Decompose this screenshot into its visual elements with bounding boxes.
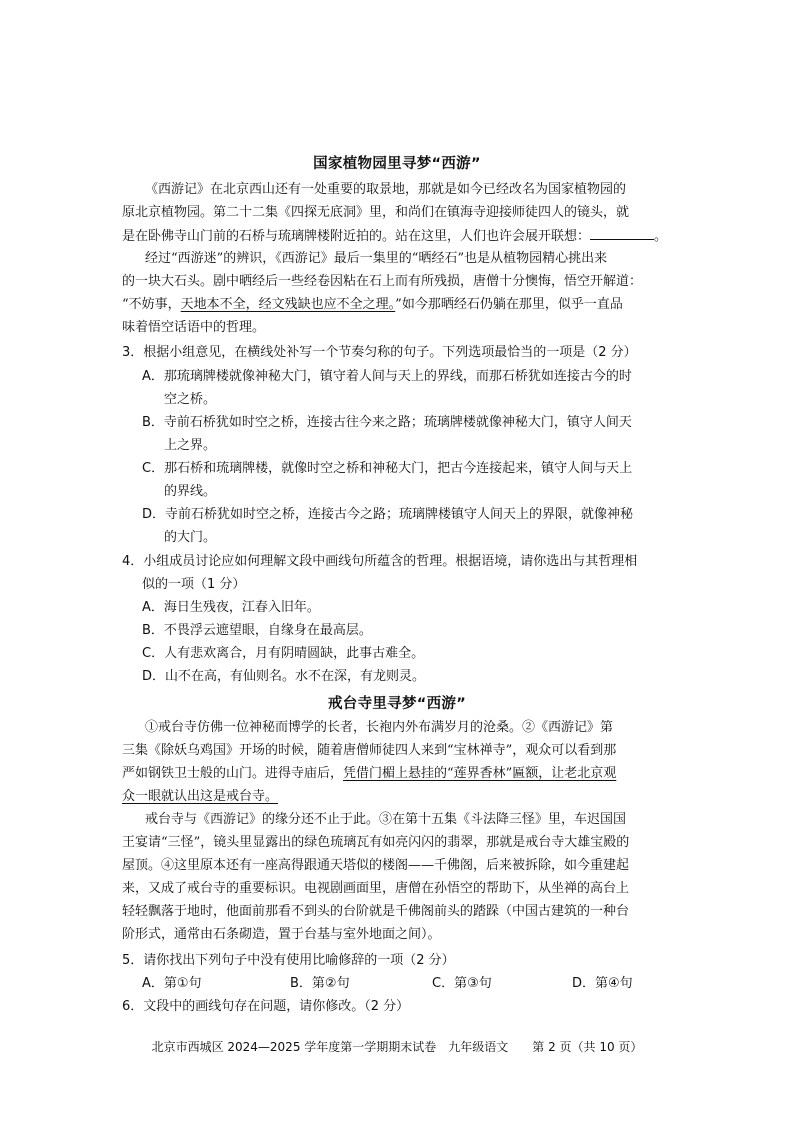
underlined-sentence: 凭借门楣上悬挂的“莲界香林”匾额，让老北京观 [343,766,617,781]
q4-option-b[interactable]: B．不畏浮云遮望眼，自缘身在最高层。 [142,623,372,638]
q4-stem: 4．小组成员讨论应如何理解文段中画线句所蕴含的哲理。根据语境，请你选出与其哲理相 [122,554,638,569]
q4-stem-cont: 似的一项（1 分） [142,577,246,592]
q4-option-a[interactable]: A．海日生残夜，江春入旧年。 [142,600,320,615]
q3-option-b[interactable]: B．寺前石桥犹如时空之桥，连接古往今来之路；琉璃牌楼就像神秘大门，镇守人间天 [142,415,632,430]
q5-option-d[interactable]: D．第④句 [572,976,633,991]
passage1-line: 味着悟空话语中的哲理。 [122,320,266,335]
q5-option-c[interactable]: C．第③句 [432,976,492,991]
q3-option-a[interactable]: A．那琉璃牌楼就像神秘大门，镇守着人间与天上的界线，而那石桥犹如连接古今的时 [142,369,632,384]
q4-option-c[interactable]: C．人有悲欢离合，月有阴晴圆缺，此事古难全。 [142,646,425,661]
q4-option-d[interactable]: D．山不在高，有仙则名。水不在深，有龙则灵。 [142,669,426,684]
passage1-line: 经过“西游迷”的辨识，《西游记》最后一集里的“晒经石”也是从植物园精心挑出来 [145,251,608,266]
passage2-line: 屋顶。④这里原本还有一座高得跟通天塔似的楼阁——千佛阁，后来被拆除，如今重建起 [122,858,630,873]
passage1-text: 是在卧佛寺山门前的石桥与琉璃牌楼附近拍的。站在这里，人们也许会展开联想： [122,229,591,244]
passage2-line: 来，又成了戒台寺的重要标识。电视剧画面里，唐僧在孙悟空的帮助下，从坐禅的高台上 [122,881,630,896]
underlined-sentence-cont: 众一眼就认出这是戒台寺。 [122,789,279,804]
q5-option-b[interactable]: B．第②句 [290,976,350,991]
passage1-text: “不妨事， [122,297,181,312]
passage2-line: 王宴请“三怪”，镜头里显露出的绿色琉璃瓦有如亮闪闪的翡翠，那就是戒台寺大雄宝殿的 [122,835,630,850]
q6-stem: 6．文段中的画线句存在问题，请你修改。（2 分） [122,999,410,1014]
q3-option-d-cont: 的大门。 [164,530,217,545]
q3-stem: 3．根据小组意见，在横线处补写一个节奏匀称的句子。下列选项最恰当的一项是（2 分） [122,345,637,360]
passage2-text: 严如钢铁卫士般的山门。进得寺庙后， [122,766,344,781]
passage2-line: 三集《除妖乌鸡国》开场的时候，随着唐僧师徒四人来到“宝林禅寺”，观众可以看到那 [122,743,617,758]
underlined-sentence: 天地本不全，经文残缺也应不全之理。 [180,297,396,312]
passage1-line: 原北京植物园。第二十二集《四探无底洞》里，和尚们在镇海寺迎接师徒四人的镜头，就 [122,205,630,220]
q3-option-a-cont: 空之桥。 [164,392,217,407]
passage2-line [122,765,616,782]
answer-blank[interactable] [590,227,654,240]
passage1-end: 。 [654,229,668,244]
passage2-line: ①戒台寺仿佛一位神秘而博学的长者，长袍内外布满岁月的沧桑。②《西游记》第 [145,720,614,735]
page-footer: 北京市西城区 2024—2025 学年度第一学期期末试卷 九年级语文 第 2 页（共 10 页） [151,1040,643,1054]
passage1-line [122,296,623,313]
q5-stem: 5．请你找出下列句子中没有使用比喻修辞的一项（2 分） [122,953,455,968]
section1-title: 国家植物园里寻梦“西游” [313,156,481,172]
passage1-text: ”如今那晒经石仍躺在那里，似乎一直品 [395,297,623,312]
q3-option-d[interactable]: D．寺前石桥犹如时空之桥，连接古今之路；琉璃牌楼镇守人间天上的界限，就像神秘 [142,507,634,522]
passage1-line: 的一块大石头。剧中晒经后一些经卷因粘在石上而有所残损，唐僧十分懊悔，悟空开解道： [122,274,643,289]
q3-option-b-cont: 上之界。 [164,438,217,453]
q3-option-c[interactable]: C．那石桥和琉璃牌楼，就像时空之桥和神秘大门，把古今连接起来，镇守人间与天上 [142,461,633,476]
passage1-line [122,227,667,245]
passage2-line: 戒台寺与《西游记》的缘分还不止于此。③在第十五集《斗法降三怪》里，车迟国国 [145,812,627,827]
q5-option-a[interactable]: A．第①句 [142,976,202,991]
passage2-line: 轻轻飘落于地时，他面前那看不到头的台阶就是千佛阁前头的踏跺（中国古建筑的一种台 [122,904,630,919]
section2-title: 戒台寺里寻梦“西游” [327,696,467,712]
passage1-line: 《西游记》在北京西山还有一处重要的取景地，那就是如今已经改名为国家植物园的 [145,182,627,197]
q3-option-c-cont: 的界线。 [164,484,217,499]
passage2-line: 阶形式，通常由石条砌造，置于台基与室外地面之间）。 [122,927,441,942]
